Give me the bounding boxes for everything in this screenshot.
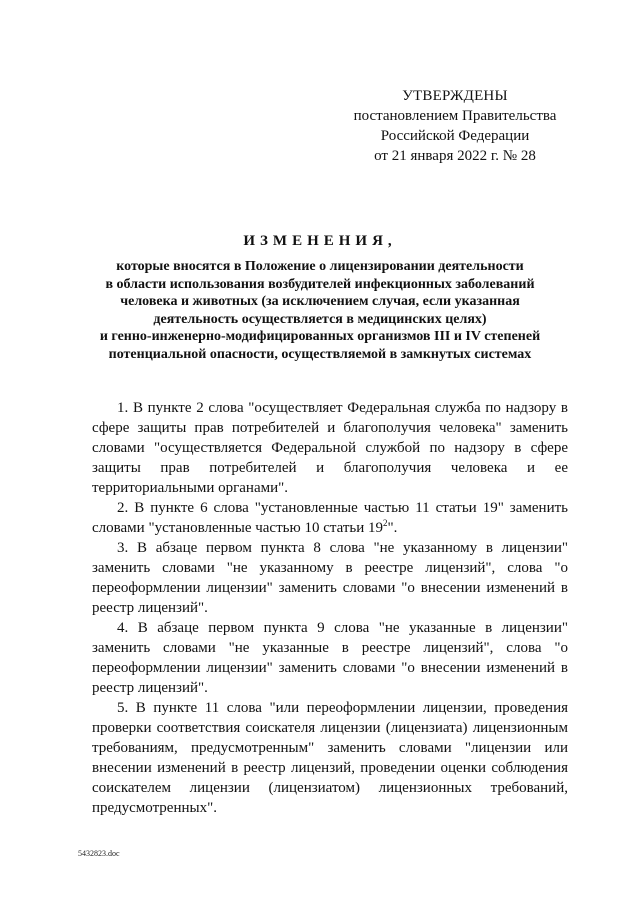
document-body	[92, 398, 568, 818]
subtitle-line: и генно-инженерно-модифицированных организмов III и IV степеней	[99, 329, 541, 344]
approval-block	[350, 86, 560, 166]
document-subtitle	[60, 258, 580, 363]
subtitle-line: потенциальной опасности, осуществляемой в замкнутых системах	[108, 346, 532, 362]
approval-line-1: постановлением Правительства	[353, 108, 557, 124]
subtitle-line: в области использования возбудителей инфекционных заболеваний	[105, 276, 535, 292]
subtitle-line: которые вносятся в Положение о лицензировании деятельности	[116, 259, 524, 274]
subtitle-line: человека и животных (за исключением случая, если указанная	[120, 294, 520, 309]
list-item-5: 5. В пункте 11 слова "или переоформлении лицензии, проведения проверки соответствия соискателя лицензии (лицензиата) лицензионным требованиям, предусмотренным" заменить словами "лицензии или внесении изменений в реестр лицензий, проведении оценки соблюдения соискателем лицензии (лицензиатом) лицензионных требований, предусмотренных".	[92, 700, 568, 816]
list-item-2-text: 2. В пункте 6 слова "установленные частью 11 статьи 19" заменить словами "установленные частью 10 статьи 19	[92, 500, 568, 536]
list-item-2	[92, 498, 568, 538]
list-item-4: 4. В абзаце первом пункта 9 слова "не указанные в лицензии" заменить словами "не указанные в реестре лицензий", слова "о переоформлении лицензии" заменить словами "о внесении изменений в реестр лицензий".	[92, 620, 568, 696]
superscript: 2	[383, 518, 388, 528]
subtitle-line: деятельность осуществляется в медицинских целях)	[153, 311, 487, 327]
document-title: ИЗМЕНЕНИЯ,	[243, 233, 397, 249]
list-item-2-tail: ".	[387, 520, 398, 536]
file-name-footer: 5432823.doc	[78, 849, 120, 858]
approval-heading: УТВЕРЖДЕНЫ	[402, 88, 508, 104]
list-item-3: 3. В абзаце первом пункта 8 слова "не указанному в лицензии" заменить словами "не указанному в реестре лицензий", слова "о переоформлении лицензии" заменить словами "о внесении изменений в реестр лицензий".	[92, 540, 568, 616]
list-item-1: 1. В пункте 2 слова "осуществляет Федеральная служба по надзору в сфере защиты прав потребителей и благополучия человека" заменить словами "осуществляется Федеральной службой по надзору в сфере защиты прав потребителей и благополучия человека и ее территориальными органами".	[92, 400, 568, 496]
approval-line-3: от 21 января 2022 г. № 28	[374, 148, 536, 164]
approval-line-2: Российской Федерации	[380, 128, 530, 144]
